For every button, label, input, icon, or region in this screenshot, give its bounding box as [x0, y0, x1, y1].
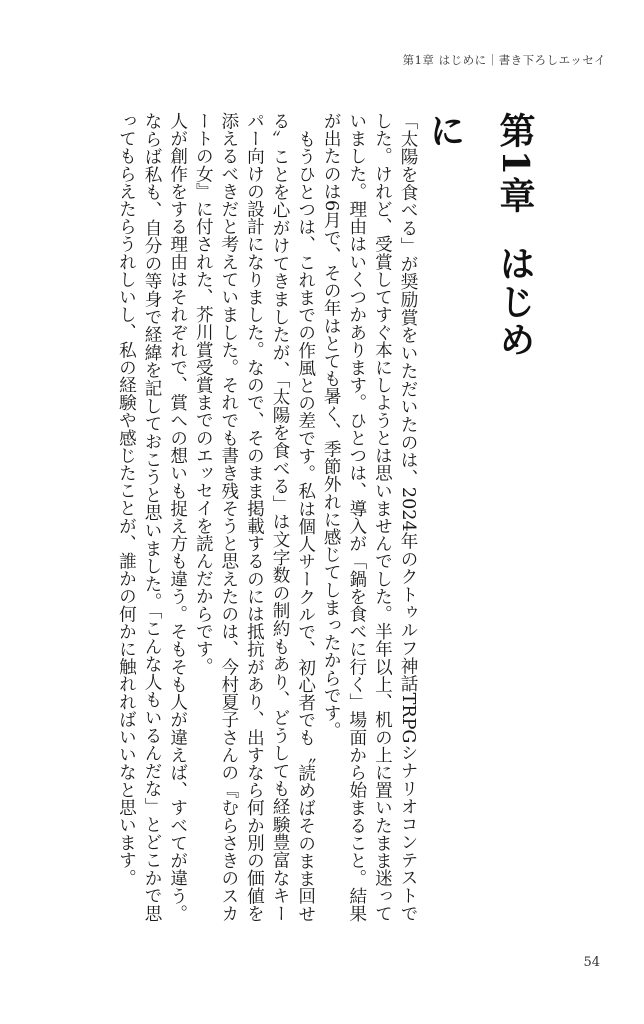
chapter-name: はじめに — [424, 112, 536, 360]
paragraph-2: もうひとつは、これまでの作風との差です。私は個人サークルで、初心者でも〝読めばそのまま回せる〟ことを心がけてきましたが、「太陽を食べる」は文字数の制約もあり、どうしても経験豊富なキーパー向けの設計になりました。なので、そのまま掲載するのには抵抗があり、出すなら何か別の価値を添えるべきだと考えていました。それでも書き残そうと思えたのは、今村夏子さんの『むらさきのスカートの女』に付された、芥川賞受賞までのエッセイを読んだからです。 — [193, 112, 316, 922]
running-header: 第1章 はじめに｜書き下ろしエッセイ — [402, 53, 606, 67]
chapter-title — [424, 112, 550, 372]
body-text — [116, 112, 420, 922]
paragraph-1: 「太陽を食べる」が奨励賞をいただいたのは、2024年のクトゥルフ神話TRPGシナリオコンテストでした。けれど、受賞してすぐ本にしようとは思いませんでした。半年以上、机の上に置いたまま迷っていました。理由はいくつかあります。ひとつは、導入が「鍋を食べに行く」場面から始まること。結果が出たのは6月で、その年はとても暑く、季節外れに感じてしまったからです。 — [321, 112, 418, 922]
paragraph-3: 人が創作をする理由はそれぞれで、賞への想いも捉え方も違う。そもそも人が違えば、すべてが違う。ならば私も、自分の等身で経緯を記しておこうと思いました。「こんな人もいるんだな」とどこかで思ってもらえたらうれしいし、私の経験や感じたことが、誰かの何かに触れればいいなと思います。 — [116, 112, 188, 922]
page-number: 54 — [583, 955, 600, 970]
chapter-number: 第1章 — [494, 112, 536, 216]
